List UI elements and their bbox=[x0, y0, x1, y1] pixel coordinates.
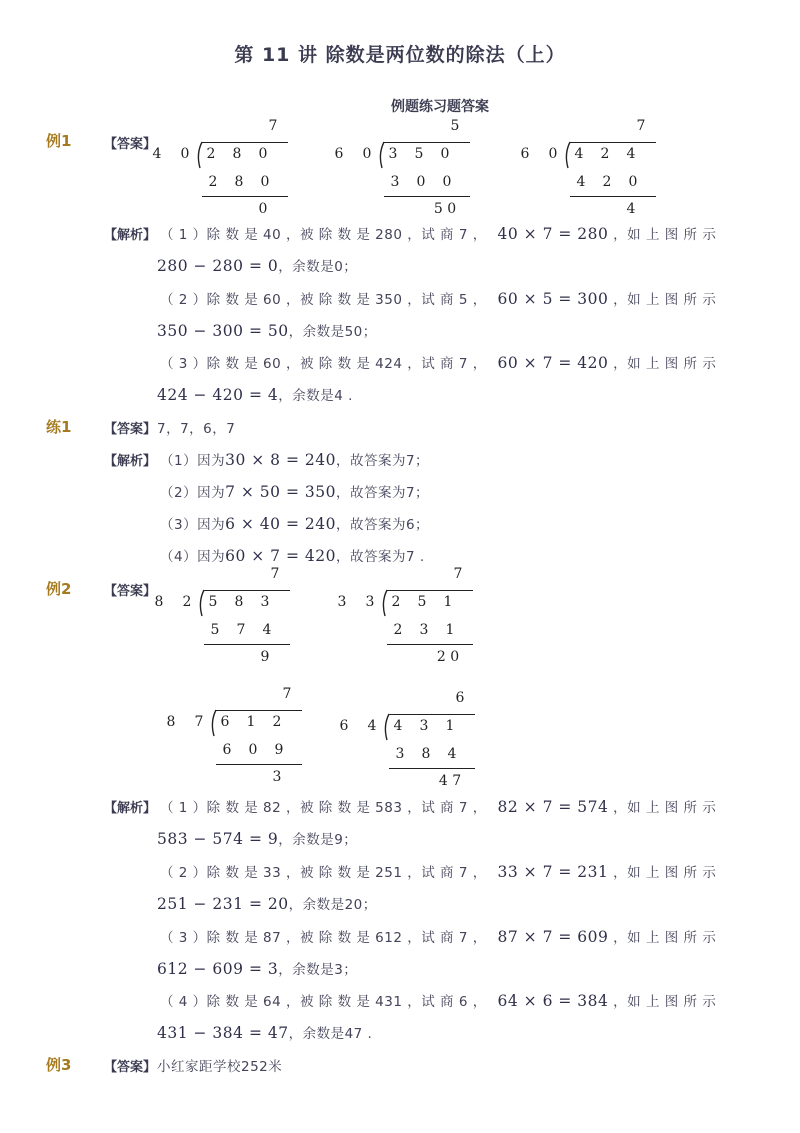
analysis-line bbox=[157, 384, 353, 404]
analysis-text: ，如 上 图 所 示 bbox=[613, 292, 717, 308]
divisor-digit: 0 bbox=[180, 146, 190, 162]
division-bracket bbox=[376, 140, 388, 170]
division-bracket bbox=[379, 588, 391, 618]
divisor-digit: 6 bbox=[520, 146, 530, 162]
analysis-tag: 【解析】 bbox=[104, 228, 157, 243]
subtraction-line bbox=[570, 196, 656, 197]
analysis-text: （2）因为 bbox=[160, 485, 226, 501]
example-3-answer: 小红家距学校252米 bbox=[157, 1059, 283, 1075]
analysis-text: ，余数是20； bbox=[288, 897, 377, 913]
dividend-digit: 2 bbox=[272, 714, 282, 730]
long-division-3 bbox=[518, 118, 668, 217]
division-overbar bbox=[202, 142, 288, 143]
answer-tag: 【答案】 bbox=[104, 1060, 157, 1075]
division-overbar bbox=[570, 142, 656, 143]
product-digit: 0 bbox=[628, 174, 638, 190]
analysis-text: （ 2 ）除 数 是 60 ，被 除 数 是 350 ，试 商 5 ， bbox=[160, 292, 487, 308]
divisor-digit: 7 bbox=[194, 714, 204, 730]
long-division-4 bbox=[337, 690, 487, 789]
analysis-line bbox=[160, 990, 716, 1010]
analysis-text: ，余数是9； bbox=[278, 832, 358, 848]
math-expression: 30 × 8 = 240 bbox=[225, 451, 336, 469]
math-expression: 280 − 280 = 0 bbox=[157, 257, 279, 275]
product-digit: 0 bbox=[260, 174, 270, 190]
divisor-digit: 4 bbox=[152, 146, 162, 162]
product-digit: 0 bbox=[416, 174, 426, 190]
analysis-tag: 【解析】 bbox=[104, 801, 157, 816]
divisor-digit: 8 bbox=[166, 714, 176, 730]
practice-1-answer: 7，7，6，7 bbox=[157, 421, 236, 437]
division-overbar bbox=[387, 590, 473, 591]
long-division-3 bbox=[164, 686, 314, 785]
product-digit: 8 bbox=[234, 174, 244, 190]
dividend-digit: 3 bbox=[388, 146, 398, 162]
analysis-text: ，余数是3； bbox=[278, 962, 358, 978]
product-digit: 2 bbox=[602, 174, 612, 190]
divisor-digit: 4 bbox=[367, 718, 377, 734]
product-digit: 4 bbox=[576, 174, 586, 190]
analysis-text: ，如 上 图 所 示 bbox=[613, 865, 717, 881]
section-subtitle: 例题练习题答案 bbox=[391, 99, 489, 115]
dividend-digit: 0 bbox=[258, 146, 268, 162]
math-expression: 60 × 7 = 420 bbox=[497, 354, 609, 372]
dividend-digit: 4 bbox=[393, 718, 403, 734]
dividend-digit: 2 bbox=[600, 146, 610, 162]
division-bracket bbox=[194, 140, 206, 170]
analysis-text: （ 1 ）除 数 是 82 ，被 除 数 是 583 ，试 商 7 ， bbox=[160, 800, 487, 816]
analysis-line bbox=[157, 320, 377, 340]
subtraction-line bbox=[202, 196, 288, 197]
division-overbar bbox=[216, 710, 302, 711]
product-digit: 5 bbox=[210, 622, 220, 638]
math-expression: 40 × 7 = 280 bbox=[497, 225, 609, 243]
example-1-label: 例1 bbox=[46, 132, 72, 150]
subtraction-line bbox=[387, 644, 473, 645]
remainder-value: 5 0 bbox=[433, 201, 457, 217]
divisor-digit: 6 bbox=[339, 718, 349, 734]
product-digit: 3 bbox=[395, 746, 405, 762]
dividend-digit: 5 bbox=[414, 146, 424, 162]
dividend-digit: 4 bbox=[574, 146, 584, 162]
answer-tag: 【答案】 bbox=[104, 137, 157, 152]
analysis-text: ，故答案为7； bbox=[335, 453, 430, 469]
math-expression: 64 × 6 = 384 bbox=[497, 992, 609, 1010]
analysis-text: （ 1 ）除 数 是 40 ，被 除 数 是 280 ，试 商 7 ， bbox=[160, 227, 487, 243]
math-expression: 33 × 7 = 231 bbox=[497, 863, 609, 881]
dividend-digit: 3 bbox=[419, 718, 429, 734]
analysis-text: ，如 上 图 所 示 bbox=[613, 930, 717, 946]
product-digit: 3 bbox=[390, 174, 400, 190]
subtraction-line bbox=[204, 644, 290, 645]
divisor-digit: 3 bbox=[337, 594, 347, 610]
analysis-text: ，故答案为7； bbox=[335, 485, 430, 501]
dividend-digit: 3 bbox=[260, 594, 270, 610]
product-digit: 2 bbox=[393, 622, 403, 638]
subtraction-line bbox=[216, 764, 302, 765]
dividend-digit: 1 bbox=[445, 718, 455, 734]
analysis-line bbox=[160, 861, 716, 881]
dividend-digit: 5 bbox=[417, 594, 427, 610]
analysis-text: ，如 上 图 所 示 bbox=[613, 800, 717, 816]
division-overbar bbox=[384, 142, 470, 143]
analysis-line bbox=[160, 796, 716, 816]
product-digit: 8 bbox=[421, 746, 431, 762]
quotient-digit: 7 bbox=[268, 118, 278, 134]
dividend-digit: 4 bbox=[626, 146, 636, 162]
quotient-digit: 7 bbox=[453, 566, 463, 582]
long-division-1 bbox=[152, 566, 302, 665]
analysis-text: ，余数是50； bbox=[288, 324, 377, 340]
example-2-label: 例2 bbox=[46, 580, 72, 598]
analysis-text: ，余数是4 . bbox=[278, 388, 353, 404]
analysis-line bbox=[160, 223, 716, 243]
product-digit: 4 bbox=[447, 746, 457, 762]
dividend-digit: 6 bbox=[220, 714, 230, 730]
dividend-digit: 2 bbox=[206, 146, 216, 162]
math-expression: 6 × 40 = 240 bbox=[225, 515, 336, 533]
analysis-text: （ 3 ）除 数 是 87 ，被 除 数 是 612 ，试 商 7 ， bbox=[160, 930, 487, 946]
analysis-text: ，如 上 图 所 示 bbox=[613, 356, 717, 372]
remainder-value: 4 bbox=[626, 201, 636, 217]
analysis-text: ，故答案为7 . bbox=[335, 549, 425, 565]
page-title: 第 11 讲 除数是两位数的除法（上） bbox=[234, 44, 566, 66]
math-expression: 60 × 5 = 300 bbox=[497, 290, 609, 308]
dividend-digit: 0 bbox=[440, 146, 450, 162]
subtraction-line bbox=[389, 768, 475, 769]
analysis-text: （1）因为 bbox=[160, 453, 226, 469]
remainder-value: 0 bbox=[258, 201, 268, 217]
product-digit: 3 bbox=[419, 622, 429, 638]
analysis-text: ，如 上 图 所 示 bbox=[613, 227, 717, 243]
analysis-text: （3）因为 bbox=[160, 517, 226, 533]
divisor-digit: 0 bbox=[548, 146, 558, 162]
division-bracket bbox=[196, 588, 208, 618]
divisor-digit: 2 bbox=[182, 594, 192, 610]
math-expression: 431 − 384 = 47 bbox=[157, 1024, 289, 1042]
remainder-value: 3 bbox=[272, 769, 282, 785]
quotient-digit: 7 bbox=[270, 566, 280, 582]
analysis-text: ，余数是47 . bbox=[288, 1026, 373, 1042]
quotient-digit: 7 bbox=[636, 118, 646, 134]
math-expression: 612 − 609 = 3 bbox=[157, 960, 279, 978]
division-overbar bbox=[204, 590, 290, 591]
math-expression: 87 × 7 = 609 bbox=[497, 928, 609, 946]
long-division-2 bbox=[332, 118, 482, 217]
product-digit: 6 bbox=[222, 742, 232, 758]
product-digit: 1 bbox=[445, 622, 455, 638]
analysis-text: ，故答案为6； bbox=[335, 517, 430, 533]
product-digit: 4 bbox=[262, 622, 272, 638]
answer-tag: 【答案】 bbox=[104, 584, 157, 599]
math-expression: 350 − 300 = 50 bbox=[157, 322, 289, 340]
analysis-text: （ 3 ）除 数 是 60 ，被 除 数 是 424 ，试 商 7 ， bbox=[160, 356, 487, 372]
division-bracket bbox=[208, 708, 220, 738]
remainder-value: 9 bbox=[260, 649, 270, 665]
divisor-digit: 3 bbox=[365, 594, 375, 610]
remainder-value: 2 0 bbox=[436, 649, 460, 665]
analysis-text: （ 2 ）除 数 是 33 ，被 除 数 是 251 ，试 商 7 ， bbox=[160, 865, 487, 881]
product-digit: 7 bbox=[236, 622, 246, 638]
dividend-digit: 1 bbox=[246, 714, 256, 730]
quotient-digit: 7 bbox=[282, 686, 292, 702]
dividend-digit: 1 bbox=[443, 594, 453, 610]
analysis-line bbox=[157, 893, 377, 913]
quotient-digit: 5 bbox=[450, 118, 460, 134]
divisor-digit: 8 bbox=[154, 594, 164, 610]
analysis-line bbox=[160, 352, 716, 372]
product-digit: 2 bbox=[208, 174, 218, 190]
math-expression: 60 × 7 = 420 bbox=[225, 547, 336, 565]
dividend-digit: 2 bbox=[391, 594, 401, 610]
analysis-text: ，余数是0； bbox=[278, 259, 358, 275]
product-digit: 9 bbox=[274, 742, 284, 758]
product-digit: 0 bbox=[442, 174, 452, 190]
analysis-line bbox=[157, 1022, 372, 1042]
analysis-line bbox=[157, 828, 357, 848]
math-expression: 251 − 231 = 20 bbox=[157, 895, 289, 913]
analysis-line bbox=[160, 288, 716, 308]
dividend-digit: 8 bbox=[234, 594, 244, 610]
divisor-digit: 0 bbox=[362, 146, 372, 162]
analysis-text: （4）因为 bbox=[160, 549, 226, 565]
analysis-line bbox=[160, 513, 429, 533]
math-expression: 583 − 574 = 9 bbox=[157, 830, 279, 848]
answer-tag: 【答案】 bbox=[104, 422, 157, 437]
analysis-line bbox=[160, 449, 429, 469]
dividend-digit: 8 bbox=[232, 146, 242, 162]
analysis-tag: 【解析】 bbox=[104, 454, 157, 469]
dividend-digit: 5 bbox=[208, 594, 218, 610]
example-3-label: 例3 bbox=[46, 1056, 72, 1074]
quotient-digit: 6 bbox=[455, 690, 465, 706]
long-division-1 bbox=[150, 118, 300, 217]
analysis-line bbox=[157, 255, 357, 275]
product-digit: 0 bbox=[248, 742, 258, 758]
divisor-digit: 6 bbox=[334, 146, 344, 162]
analysis-line bbox=[157, 958, 357, 978]
math-expression: 424 − 420 = 4 bbox=[157, 386, 279, 404]
division-bracket bbox=[381, 712, 393, 742]
subtraction-line bbox=[384, 196, 470, 197]
analysis-line bbox=[160, 481, 429, 501]
analysis-line bbox=[160, 545, 425, 565]
practice-1-label: 练1 bbox=[46, 418, 72, 436]
analysis-line bbox=[160, 926, 716, 946]
analysis-text: （ 4 ）除 数 是 64 ，被 除 数 是 431 ，试 商 6 ， bbox=[160, 994, 487, 1010]
division-bracket bbox=[562, 140, 574, 170]
division-overbar bbox=[389, 714, 475, 715]
math-expression: 82 × 7 = 574 bbox=[497, 798, 609, 816]
math-expression: 7 × 50 = 350 bbox=[225, 483, 336, 501]
remainder-value: 4 7 bbox=[438, 773, 462, 789]
long-division-2 bbox=[335, 566, 485, 665]
analysis-text: ，如 上 图 所 示 bbox=[613, 994, 717, 1010]
